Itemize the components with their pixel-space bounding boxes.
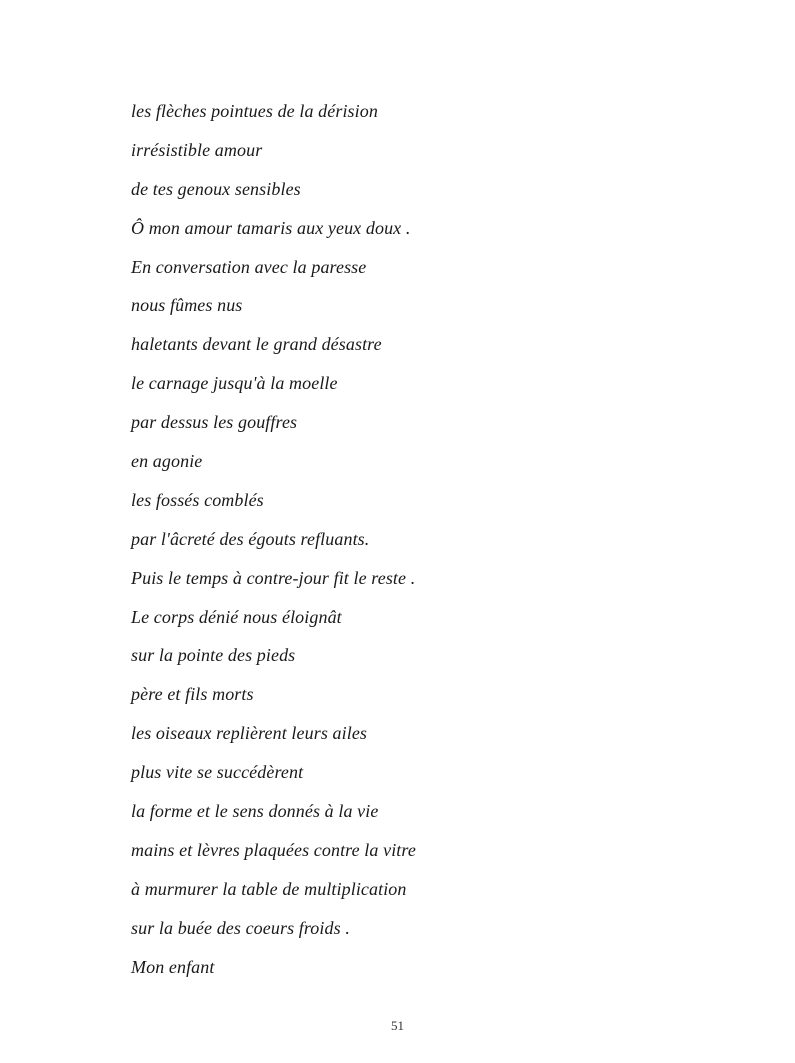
poem-line: nous fûmes nus xyxy=(131,295,243,316)
poem-line: Le corps dénié nous éloignât xyxy=(131,606,342,627)
poem-line: sur la buée des coeurs froids . xyxy=(131,917,350,938)
poem-line: les fossés comblés xyxy=(131,489,264,510)
poem-line: la forme et le sens donnés à la vie xyxy=(131,801,379,822)
poem-line: par dessus les gouffres xyxy=(131,412,298,433)
poem-line: plus vite se succédèrent xyxy=(131,762,304,783)
page-number: 51 xyxy=(391,1018,404,1033)
poem-line: par l'âcreté des égouts refluants. xyxy=(131,528,370,549)
poem-line: mains et lèvres plaquées contre la vitre xyxy=(131,839,416,860)
poem-line: les oiseaux replièrent leurs ailes xyxy=(131,723,368,744)
poem-line: Puis le temps à contre-jour fit le reste . xyxy=(131,567,416,588)
poem-line: irrésistible amour xyxy=(131,139,263,160)
poem-line: Mon enfant xyxy=(131,956,215,977)
poem-line: sur la pointe des pieds xyxy=(131,645,296,666)
poem-line: le carnage jusqu'à la moelle xyxy=(131,373,338,394)
poem-line: les flèches pointues de la dérision xyxy=(131,101,378,121)
poem-line: En conversation avec la paresse xyxy=(131,256,367,277)
poem-line: haletants devant le grand désastre xyxy=(131,334,382,355)
poem-line: Ô mon amour tamaris aux yeux doux . xyxy=(131,217,411,238)
poem-line: à murmurer la table de multiplication xyxy=(131,878,407,899)
poem-line: en agonie xyxy=(131,451,203,472)
poem-line: père et fils morts xyxy=(131,684,254,705)
poem-line: de tes genoux sensibles xyxy=(131,178,301,199)
poem-text xyxy=(131,98,416,992)
